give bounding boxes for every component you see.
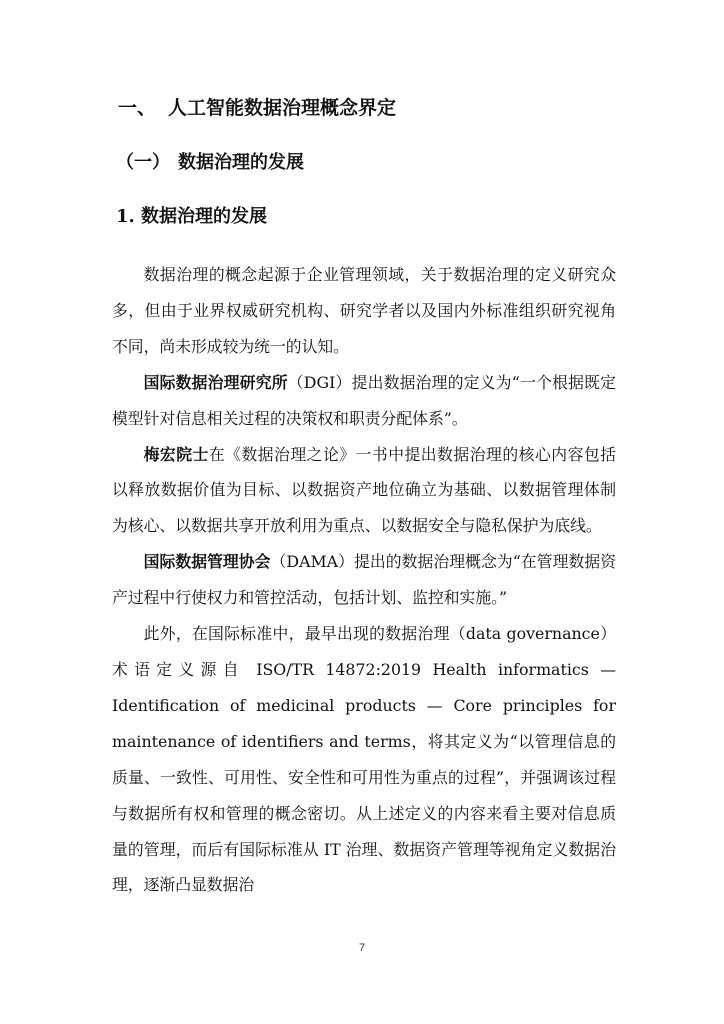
paragraph-lead: 国际数据治理研究所: [143, 372, 288, 392]
paragraph-lead: 国际数据管理协会: [143, 552, 271, 572]
paragraph: [112, 257, 616, 365]
paragraph-text: 此外，在国际标准中，最早出现的数据治理（data governance）术语定义源自 ISO/TR 14872:2019 Health informatics — Identification of medicinal products — Core principles for maintenance of identifiers and terms，将其定义为“以管理信息的质量、一致性、可用性、安全性和可用性为重点的过程”，并强调该过程与数据所有权和管理的概念密切。从上述定义的内容来看主要对信息质量的管理，而后有国际标准从 IT 治理、数据资产管理等视角定义数据治理，逐渐凸显数据治: [112, 624, 616, 895]
subsection-title: 数据治理的发展: [178, 152, 304, 173]
paragraph: [112, 437, 616, 545]
paragraph-text: （DAMA）提出的数据治理概念为“在管理数据资产过程中行使权力和管控活动，包括计划、监控和实施。”: [112, 552, 616, 608]
page-number: 7: [358, 942, 366, 954]
subsubsection-heading: 1. 数据治理的发展: [116, 206, 268, 227]
section-number: 一、: [118, 97, 157, 119]
paragraph-text: （DGI）提出数据治理的定义为“一个根据既定模型针对信息相关过程的决策权和职责分配体系”。: [112, 372, 616, 428]
body-text: [112, 257, 616, 903]
paragraph-lead: 梅宏院士: [143, 444, 209, 464]
paragraph: [112, 616, 616, 903]
paragraph: [112, 365, 616, 437]
subsection-number: （一）: [116, 152, 170, 173]
subsection-heading: [116, 148, 304, 178]
section-heading: [118, 93, 396, 123]
paragraph: [112, 544, 616, 616]
paragraph-text: 数据治理的概念起源于企业管理领域，关于数据治理的定义研究众多，但由于业界权威研究机构、研究学者以及国内外标准组织研究视角不同，尚未形成较为统一的认知。: [112, 265, 616, 356]
paragraph-text: 在《数据治理之论》一书中提出数据治理的核心内容包括以释放数据价值为目标、以数据资产地位确立为基础、以数据管理体制为核心、以数据共享开放利用为重点、以数据安全与隐私保护为底线。: [112, 444, 616, 536]
section-title: 人工智能数据治理概念界定: [168, 97, 397, 119]
